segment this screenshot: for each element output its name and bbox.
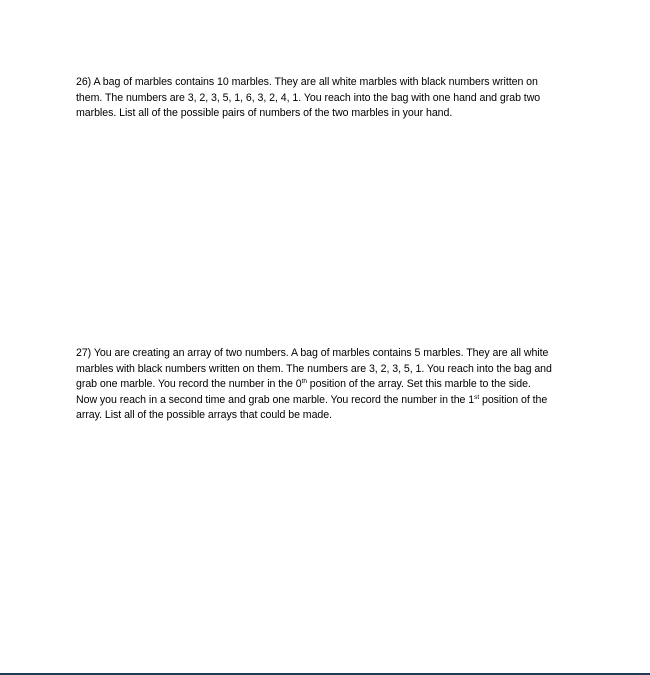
question-26-line-1: 26) A bag of marbles contains 10 marbles. They are all white marbles with black numbers written on [76,76,538,88]
question-27 [76,346,576,424]
question-27-line-1: 27) You are creating an array of two numbers. A bag of marbles contains 5 marbles. They are all white [76,347,549,359]
question-27-line-4: Now you reach in a second time and grab one marble. You record the number in the 1st position of the [76,393,548,406]
question-26-number: 26) [76,76,92,88]
question-26-line-3: marbles. List all of the possible pairs of numbers of the two marbles in your hand. [76,107,453,120]
question-26-line-2: them. The numbers are 3, 2, 3, 5, 1, 6, 3, 2, 4, 1. You reach into the bag with one hand and grab two [76,91,541,104]
question-27-number: 27) [76,347,92,359]
question-27-line-3: grab one marble. You record the number in the 0th position of the array. Set this marble to the side. [76,378,531,391]
question-27-line-2: marbles with black numbers written on them. The numbers are 3, 2, 3, 5, 1. You reach into the bag and [76,362,552,375]
ordinal-suffix-st: st [474,393,480,401]
question-27-line-5: array. List all of the possible arrays that could be made. [76,409,332,422]
ordinal-suffix-th: th [301,378,307,386]
question-26 [76,75,576,122]
